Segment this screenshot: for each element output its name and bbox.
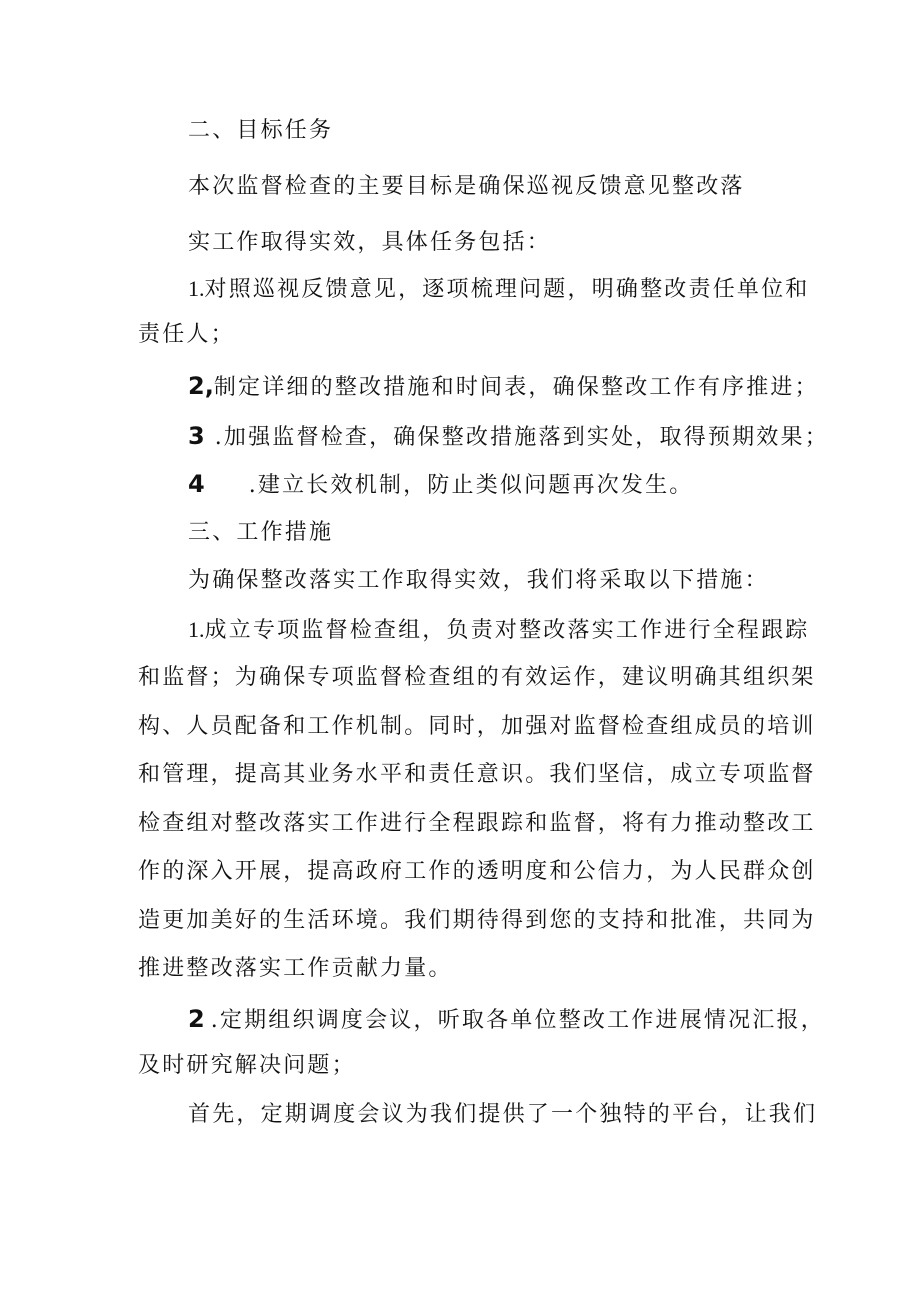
list-item-task-1 — [188, 274, 810, 305]
list-number: 2 — [188, 1005, 205, 1033]
list-item-measure-1 — [188, 615, 810, 646]
paragraph-line: 及时研究解决问题； — [138, 1053, 356, 1078]
list-text: .定期组织调度会议，听取各单位整改工作进展情况汇报， — [210, 1008, 825, 1033]
list-number: 3 — [188, 422, 205, 450]
section-heading-targets: 二、目标任务 — [188, 118, 334, 143]
list-text: 对照巡视反馈意见，逐项梳理问题，明确整改责任单位和 — [204, 277, 810, 302]
paragraph-line: 作的深入开展，提高政府工作的透明度和公信力，为人民群众创 — [138, 859, 816, 884]
paragraph-line: 检查组对整改落实工作进行全程跟踪和监督，将有力推动整改工 — [138, 811, 816, 836]
paragraph-line: 责任人； — [138, 322, 235, 347]
paragraph-line: 首先，定期调度会议为我们提供了一个独特的平台，让我们 — [188, 1102, 818, 1127]
paragraph-line: 推进整改落实工作贡献力量。 — [138, 956, 453, 981]
paragraph-line: 和监督；为确保专项监督检查组的有效运作，建议明确其组织架 — [138, 665, 816, 690]
paragraph-line: 本次监督检查的主要目标是确保巡视反馈意见整改落 — [188, 174, 745, 199]
section-heading-measures: 三、工作措施 — [188, 520, 334, 545]
list-number: 2, — [188, 372, 214, 400]
list-item-task-3 — [188, 421, 829, 453]
list-text: .建立长效机制，防止类似问题再次发生。 — [248, 473, 694, 498]
paragraph-line: 造更加美好的生活环境。我们期待得到您的支持和批准，共同为 — [138, 908, 816, 933]
paragraph-line: 和管理，提高其业务水平和责任意识。我们坚信，成立专项监督 — [138, 762, 816, 787]
paragraph-line: 构、人员配备和工作机制。同时，加强对监督检查组成员的培训 — [138, 714, 816, 739]
list-number: 1. — [188, 276, 205, 301]
list-item-task-2 — [188, 371, 819, 403]
list-number: 1. — [188, 617, 205, 642]
paragraph-line: 为确保整改落实工作取得实效，我们将采取以下措施： — [188, 568, 769, 593]
list-item-measure-2 — [188, 1004, 825, 1036]
list-text: 制定详细的整改措施和时间表，确保整改工作有序推进； — [213, 375, 819, 400]
list-text: 成立专项监督检查组，负责对整改落实工作进行全程跟踪 — [204, 618, 810, 643]
list-text: .加强监督检查，确保整改措施落到实处，取得预期效果； — [214, 425, 829, 450]
list-item-task-4 — [188, 469, 694, 501]
paragraph-line: 实工作取得实效，具体任务包括： — [188, 230, 552, 255]
list-number: 4 — [188, 470, 205, 498]
